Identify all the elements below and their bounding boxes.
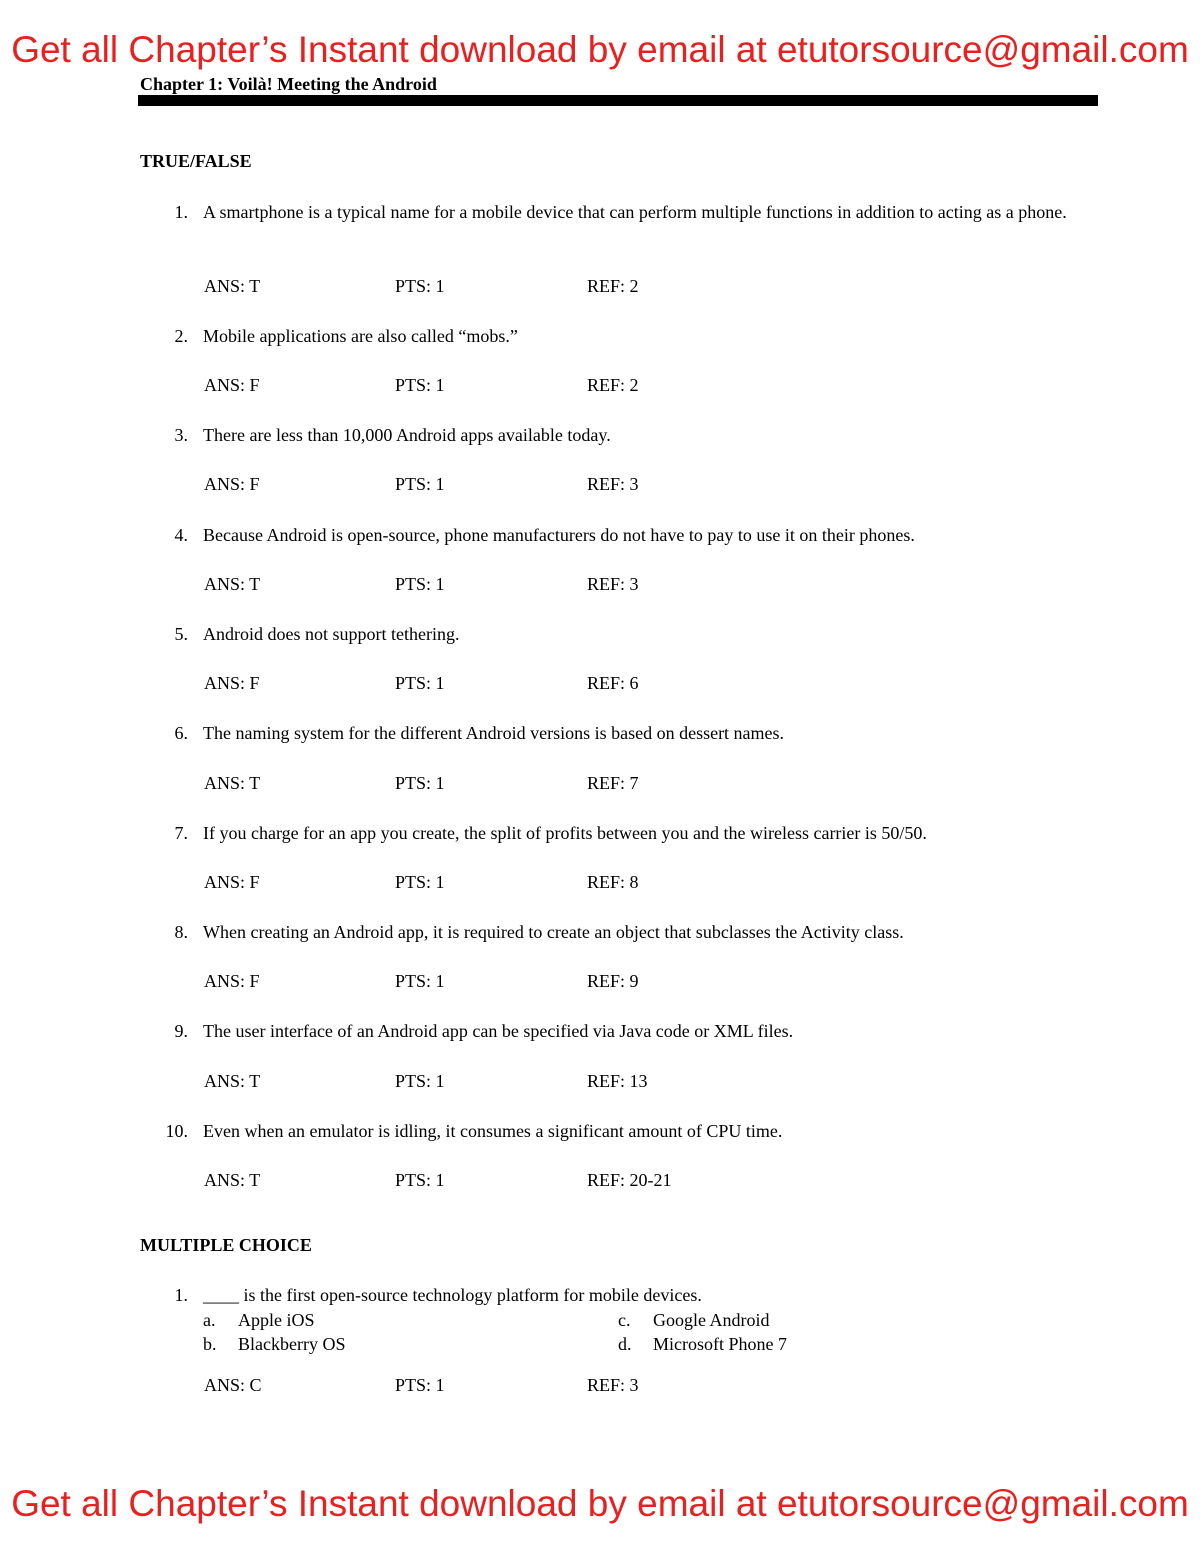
question-text: If you charge for an app you create, the split of profits between you and the wireless carrier is 50/50. xyxy=(203,823,927,843)
question-text: Because Android is open-source, phone manufacturers do not have to pay to use it on their phones. xyxy=(203,525,915,545)
header-rule xyxy=(138,95,1098,106)
question-number: 8. xyxy=(174,922,188,942)
question-text: A smartphone is a typical name for a mobile device that can perform multiple functions in addition to acting as a phone. xyxy=(203,202,1067,222)
reference-value: REF: 8 xyxy=(587,872,639,892)
download-banner-bottom: Get all Chapter’s Instant download by email at etutorsource@gmail.com xyxy=(11,1483,1189,1524)
download-banner-top: Get all Chapter’s Instant download by email at etutorsource@gmail.com xyxy=(11,29,1189,70)
points-value: PTS: 1 xyxy=(395,1071,445,1091)
points-value: PTS: 1 xyxy=(395,872,445,892)
question-text: The user interface of an Android app can be specified via Java code or XML files. xyxy=(203,1021,794,1041)
points-value: PTS: 1 xyxy=(395,474,445,494)
answer-value: ANS: T xyxy=(204,773,261,793)
question-number: 5. xyxy=(174,624,188,644)
reference-value: REF: 3 xyxy=(587,574,639,594)
answer-value: ANS: T xyxy=(204,1071,261,1091)
reference-value: REF: 20-21 xyxy=(587,1170,672,1190)
question-text: There are less than 10,000 Android apps available today. xyxy=(203,425,611,445)
option-text: Google Android xyxy=(653,1310,770,1330)
answer-value: ANS: T xyxy=(204,1170,261,1190)
option-letter: c. xyxy=(618,1310,631,1330)
reference-value: REF: 6 xyxy=(587,673,639,693)
question-text: ____ is the first open-source technology platform for mobile devices. xyxy=(203,1285,702,1305)
reference-value: REF: 3 xyxy=(587,474,639,494)
answer-option xyxy=(203,1333,345,1355)
option-letter: b. xyxy=(203,1334,217,1354)
question-number: 10. xyxy=(165,1121,188,1141)
multiple-choice-heading: MULTIPLE CHOICE xyxy=(140,1235,312,1255)
question-number: 3. xyxy=(174,425,188,445)
points-value: PTS: 1 xyxy=(395,276,445,296)
question-text: Even when an emulator is idling, it consumes a significant amount of CPU time. xyxy=(203,1121,783,1141)
answer-value: ANS: F xyxy=(204,971,260,991)
reference-value: REF: 2 xyxy=(587,276,639,296)
points-value: PTS: 1 xyxy=(395,1375,445,1395)
reference-value: REF: 13 xyxy=(587,1071,648,1091)
question-number: 2. xyxy=(174,326,188,346)
question-number: 6. xyxy=(174,723,188,743)
answer-value: ANS: T xyxy=(204,574,261,594)
question-number: 4. xyxy=(174,525,188,545)
question-number: 1. xyxy=(174,202,188,222)
answer-value: ANS: F xyxy=(204,673,260,693)
question-text: Mobile applications are also called “mobs.” xyxy=(203,326,518,346)
chapter-title: Chapter 1: Voilà! Meeting the Android xyxy=(140,74,437,94)
answer-option xyxy=(618,1333,787,1355)
question-text: The naming system for the different Android versions is based on dessert names. xyxy=(203,723,785,743)
points-value: PTS: 1 xyxy=(395,971,445,991)
option-letter: a. xyxy=(203,1310,216,1330)
points-value: PTS: 1 xyxy=(395,773,445,793)
points-value: PTS: 1 xyxy=(395,574,445,594)
answer-value: ANS: C xyxy=(204,1375,262,1395)
option-letter: d. xyxy=(618,1334,632,1354)
question-number: 1. xyxy=(174,1285,188,1305)
option-text: Apple iOS xyxy=(238,1310,315,1330)
answer-value: ANS: F xyxy=(204,474,260,494)
points-value: PTS: 1 xyxy=(395,375,445,395)
question-text: When creating an Android app, it is required to create an object that subclasses the Activity class. xyxy=(203,922,904,942)
reference-value: REF: 3 xyxy=(587,1375,639,1395)
answer-value: ANS: T xyxy=(204,276,261,296)
question-number: 9. xyxy=(174,1021,188,1041)
points-value: PTS: 1 xyxy=(395,673,445,693)
answer-value: ANS: F xyxy=(204,375,260,395)
true-false-heading: TRUE/FALSE xyxy=(140,151,252,171)
reference-value: REF: 9 xyxy=(587,971,639,991)
answer-option xyxy=(618,1309,770,1331)
question-number: 7. xyxy=(174,823,188,843)
question-text: Android does not support tethering. xyxy=(203,624,460,644)
answer-option xyxy=(203,1309,315,1331)
reference-value: REF: 7 xyxy=(587,773,639,793)
option-text: Microsoft Phone 7 xyxy=(653,1334,787,1354)
answer-value: ANS: F xyxy=(204,872,260,892)
points-value: PTS: 1 xyxy=(395,1170,445,1190)
option-text: Blackberry OS xyxy=(238,1334,346,1354)
reference-value: REF: 2 xyxy=(587,375,639,395)
